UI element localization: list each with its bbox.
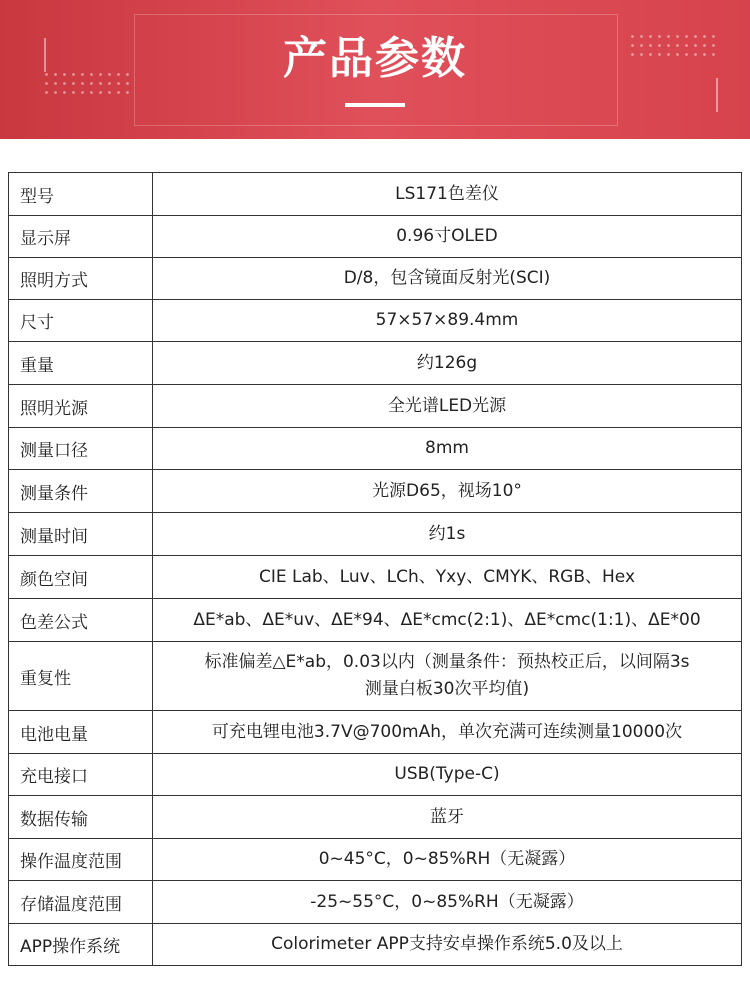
spec-label: 显示屏 [9, 216, 153, 258]
spec-row-aperture [9, 428, 742, 470]
spec-value: 57×57×89.4mm [153, 300, 742, 342]
spec-value: 蓝牙 [153, 796, 742, 839]
spec-value: LS171色差仪 [153, 173, 742, 216]
spec-label: 操作温度范围 [9, 839, 153, 881]
spec-label: 尺寸 [9, 300, 153, 342]
spec-row-color-space [9, 556, 742, 599]
spec-value-line: 测量白板30次平均值) [364, 679, 530, 699]
spec-label: 颜色空间 [9, 556, 153, 599]
spec-row-operating-temp [9, 839, 742, 881]
spec-row-display [9, 216, 742, 258]
spec-row-weight [9, 342, 742, 385]
spec-label: 测量时间 [9, 513, 153, 556]
spec-value: 光源D65，视场10° [153, 470, 742, 513]
spec-value: 8mm [153, 428, 742, 470]
spec-row-model [9, 173, 742, 216]
spec-label: 重量 [9, 342, 153, 385]
spec-row-size [9, 300, 742, 342]
spec-value: D/8，包含镜面反射光(SCI) [153, 258, 742, 300]
header-banner [0, 0, 750, 139]
title-underline [345, 103, 405, 107]
spec-label: 色差公式 [9, 599, 153, 642]
spec-row-time [9, 513, 742, 556]
spec-value: -25~55°C，0~85%RH（无凝露） [153, 881, 742, 924]
spec-label: 数据传输 [9, 796, 153, 839]
spec-label: APP操作系统 [9, 924, 153, 966]
spec-label: 照明光源 [9, 385, 153, 428]
spec-label: 测量条件 [9, 470, 153, 513]
spec-value-line: 标准偏差△E*ab，0.03以内（测量条件：预热校正后，以间隔3s [204, 652, 690, 672]
spec-value: 0.96寸OLED [153, 216, 742, 258]
spec-row-formula [9, 599, 742, 642]
spec-row-repeatability [9, 642, 742, 711]
spec-value: USB(Type-C) [153, 754, 742, 796]
spec-value: ΔE*ab、ΔE*uv、ΔE*94、ΔE*cmc(2:1)、ΔE*cmc(1:1)、ΔE*00 [153, 599, 742, 642]
spec-value: 可充电锂电池3.7V@700mAh，单次充满可连续测量10000次 [153, 711, 742, 754]
spec-label: 测量口径 [9, 428, 153, 470]
spec-row-light-source [9, 385, 742, 428]
spec-label: 照明方式 [9, 258, 153, 300]
spec-row-storage-temp [9, 881, 742, 924]
spec-row-conditions [9, 470, 742, 513]
spec-row-app-os [9, 924, 742, 966]
spec-label: 型号 [9, 173, 153, 216]
spec-row-battery [9, 711, 742, 754]
spec-value: 约1s [153, 513, 742, 556]
spec-row-charging [9, 754, 742, 796]
spec-value: 约126g [153, 342, 742, 385]
spec-value [153, 642, 742, 711]
spec-label: 重复性 [9, 642, 153, 711]
spec-table [8, 172, 742, 966]
spec-row-illumination [9, 258, 742, 300]
spec-value: Colorimeter APP支持安卓操作系统5.0及以上 [153, 924, 742, 966]
spec-label: 电池电量 [9, 711, 153, 754]
spec-row-data-transfer [9, 796, 742, 839]
spec-value: 全光谱LED光源 [153, 385, 742, 428]
spec-value: 0~45°C，0~85%RH（无凝露） [153, 839, 742, 881]
spec-label: 充电接口 [9, 754, 153, 796]
spec-value: CIE Lab、Luv、LCh、Yxy、CMYK、RGB、Hex [153, 556, 742, 599]
spec-label: 存储温度范围 [9, 881, 153, 924]
page-title: 产品参数 [283, 33, 467, 84]
